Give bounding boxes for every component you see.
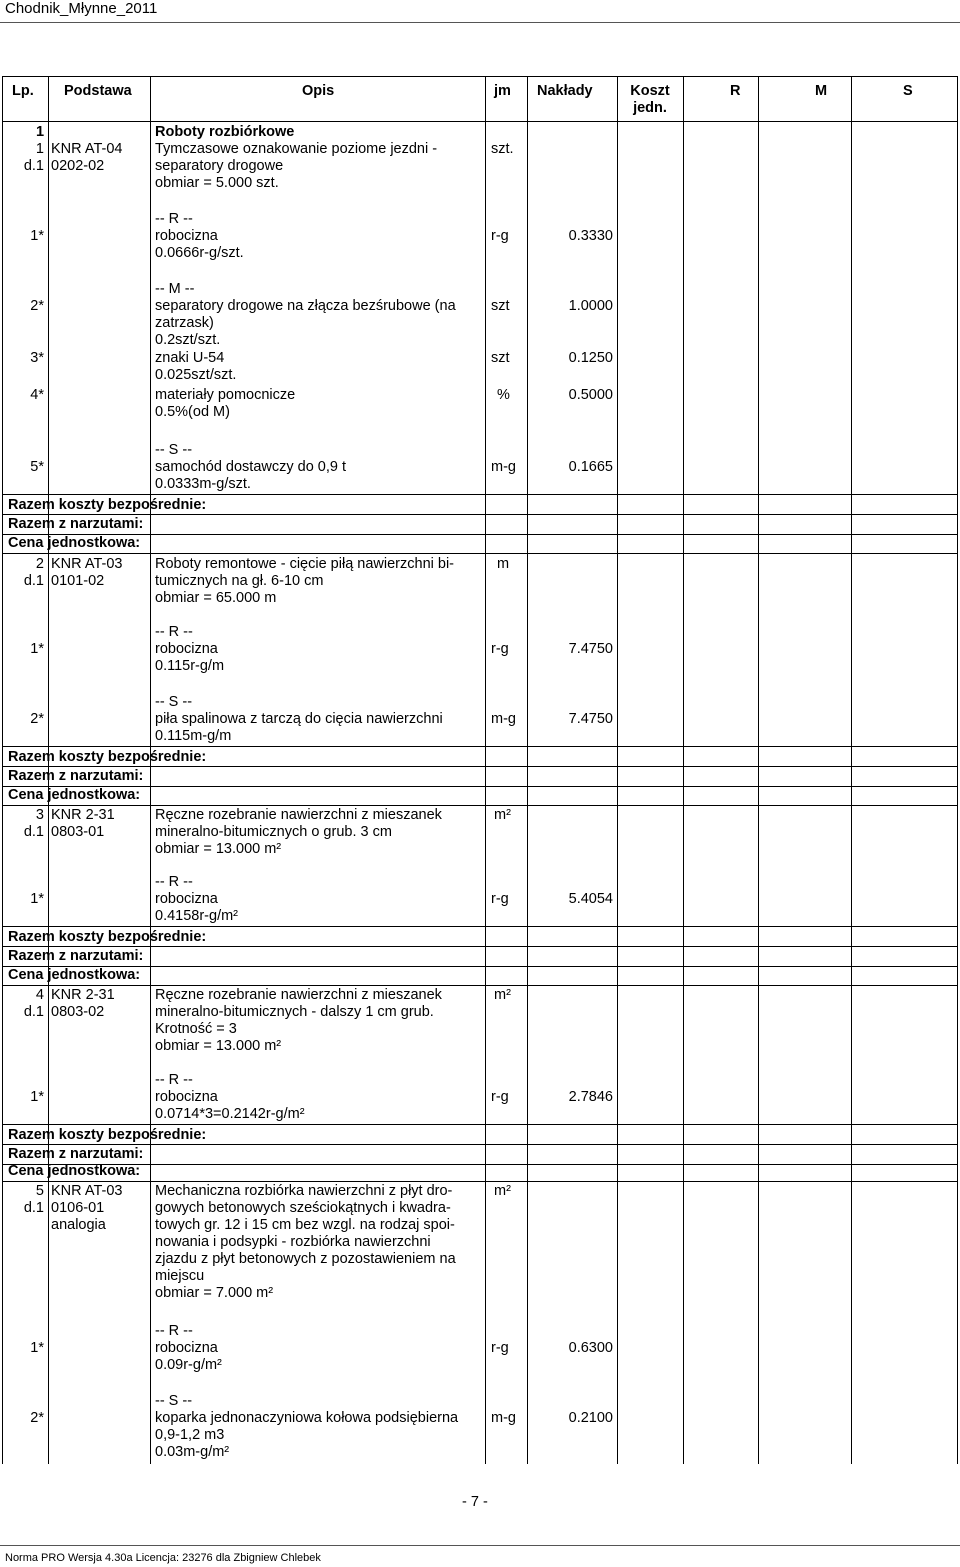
podstawa-code: 0803-01 bbox=[51, 824, 105, 840]
resource-value: 1.0000 bbox=[568, 298, 613, 314]
group-header-r: -- R -- bbox=[155, 624, 193, 640]
summary-with-surcharges: Razem z narzutami: bbox=[8, 1146, 144, 1162]
summary-direct-costs: Razem koszty bezpośrednie: bbox=[8, 497, 207, 513]
obmiar: obmiar = 13.000 m² bbox=[155, 841, 282, 857]
group-header-r: -- R -- bbox=[155, 874, 193, 890]
resource-unit: m-g bbox=[491, 1410, 516, 1426]
description-line: miejscu bbox=[155, 1268, 205, 1284]
podstawa-code: 0101-02 bbox=[51, 573, 105, 589]
description-line: mineralno-bitumicznych - dalszy 1 cm grub. bbox=[155, 1004, 434, 1020]
summary-divider bbox=[2, 514, 957, 515]
header-koszt: Koszt bbox=[630, 83, 670, 99]
description-line: towych gr. 12 i 15 cm bez wzgl. na rodzaj spoi- bbox=[155, 1217, 455, 1233]
table-border-top bbox=[2, 76, 957, 77]
resource-value: 5.4054 bbox=[568, 891, 613, 907]
summary-direct-costs: Razem koszty bezpośrednie: bbox=[8, 1127, 207, 1143]
summary-direct-costs: Razem koszty bezpośrednie: bbox=[8, 749, 207, 765]
summary-with-surcharges: Razem z narzutami: bbox=[8, 948, 144, 964]
resource-value: 0.5000 bbox=[568, 387, 613, 403]
resource-norm: 0.03m-g/m² bbox=[155, 1444, 230, 1460]
resource-value: 7.4750 bbox=[568, 641, 613, 657]
resource-norm: 0.0666r-g/szt. bbox=[155, 245, 244, 261]
resource-value: 0.6300 bbox=[568, 1340, 613, 1356]
summary-divider bbox=[2, 746, 957, 747]
summary-with-surcharges: Razem z narzutami: bbox=[8, 768, 144, 784]
description-line: Ręczne rozebranie nawierzchni z mieszanek bbox=[155, 807, 442, 823]
resource-name: koparka jednonaczyniowa kołowa podsiębierna bbox=[155, 1410, 459, 1426]
position-sub: d.1 bbox=[23, 1200, 44, 1216]
position-number: 3 bbox=[35, 807, 44, 823]
resource-name: samochód dostawczy do 0,9 t bbox=[155, 459, 347, 475]
summary-divider bbox=[2, 926, 957, 927]
resource-name: piła spalinowa z tarczą do cięcia nawierzchni bbox=[155, 711, 443, 727]
resource-unit: r-g bbox=[491, 1340, 509, 1356]
resource-name: znaki U-54 bbox=[155, 350, 225, 366]
resource-number: 3* bbox=[30, 350, 44, 366]
header-jm: jm bbox=[494, 83, 511, 99]
description-line: gowych betonowych sześciokątnych i kwadra- bbox=[155, 1200, 451, 1216]
resource-name: zatrzask) bbox=[155, 315, 214, 331]
summary-divider bbox=[2, 553, 957, 554]
resource-value: 0.3330 bbox=[568, 228, 613, 244]
summary-unit-price: Cena jednostkowa: bbox=[8, 967, 141, 983]
position-sub: d.1 bbox=[23, 1004, 44, 1020]
resource-unit: szt bbox=[491, 350, 510, 366]
obmiar: obmiar = 5.000 szt. bbox=[155, 175, 279, 191]
summary-divider bbox=[2, 1164, 957, 1165]
header-podstawa: Podstawa bbox=[64, 83, 132, 99]
header-lp: Lp. bbox=[12, 83, 34, 99]
footer-divider bbox=[0, 1545, 960, 1546]
resource-unit: r-g bbox=[491, 641, 509, 657]
col-divider-koszt bbox=[683, 76, 684, 1464]
resource-norm: 0.0333m-g/szt. bbox=[155, 476, 251, 492]
summary-divider bbox=[2, 1181, 957, 1182]
resource-number: 1* bbox=[30, 641, 44, 657]
summary-unit-price: Cena jednostkowa: bbox=[8, 787, 141, 803]
resource-number: 1* bbox=[30, 1340, 44, 1356]
header-koszt-jedn: jedn. bbox=[633, 100, 667, 116]
header-m: M bbox=[815, 83, 828, 99]
table-border-right bbox=[957, 76, 958, 1464]
summary-unit-price: Cena jednostkowa: bbox=[8, 1163, 141, 1179]
podstawa-code: 0202-02 bbox=[51, 158, 105, 174]
summary-divider bbox=[2, 1124, 957, 1125]
position-sub: d.1 bbox=[23, 824, 44, 840]
resource-name: materiały pomocnicze bbox=[155, 387, 296, 403]
description-line: Tymczasowe oznakowanie poziome jezdni - bbox=[155, 141, 438, 157]
header-naklady: Nakłady bbox=[537, 83, 593, 99]
resource-norm: 0.5%(od M) bbox=[155, 404, 230, 420]
summary-divider bbox=[2, 985, 957, 986]
resource-name: robocizna bbox=[155, 1340, 218, 1356]
description-line: Roboty remontowe - cięcie piłą nawierzchni bi- bbox=[155, 556, 454, 572]
group-header-s: -- S -- bbox=[155, 442, 193, 458]
resource-number: 2* bbox=[30, 1410, 44, 1426]
position-number: 1 bbox=[35, 141, 44, 157]
header-r: R bbox=[730, 83, 741, 99]
podstawa-code: KNR 2-31 bbox=[51, 987, 115, 1003]
col-divider-opis bbox=[485, 76, 486, 1464]
position-sub: d.1 bbox=[23, 158, 44, 174]
podstawa-code: KNR 2-31 bbox=[51, 807, 115, 823]
podstawa-code: KNR AT-03 bbox=[51, 556, 123, 572]
description-line: Mechaniczna rozbiórka nawierzchni z płyt dro- bbox=[155, 1183, 453, 1199]
podstawa-code: KNR AT-04 bbox=[51, 141, 123, 157]
resource-number: 1* bbox=[30, 1089, 44, 1105]
position-sub: d.1 bbox=[23, 573, 44, 589]
resource-unit: r-g bbox=[491, 891, 509, 907]
summary-divider bbox=[2, 494, 957, 495]
summary-divider bbox=[2, 966, 957, 967]
podstawa-code: 0106-01 bbox=[51, 1200, 105, 1216]
resource-norm: 0.4158r-g/m² bbox=[155, 908, 239, 924]
summary-divider bbox=[2, 1144, 957, 1145]
col-divider-m bbox=[851, 76, 852, 1464]
position-number: 2 bbox=[35, 556, 44, 572]
resource-norm: 0.025szt/szt. bbox=[155, 367, 237, 383]
group-header-r: -- R -- bbox=[155, 211, 193, 227]
section-number: 1 bbox=[36, 124, 45, 140]
resource-norm: 0.09r-g/m² bbox=[155, 1357, 222, 1373]
resource-norm: 0.0714*3=0.2142r-g/m² bbox=[155, 1106, 305, 1122]
podstawa-code: KNR AT-03 bbox=[51, 1183, 123, 1199]
resource-number: 4* bbox=[30, 387, 44, 403]
resource-unit: m-g bbox=[491, 711, 516, 727]
resource-unit: r-g bbox=[491, 1089, 509, 1105]
table-border-left bbox=[2, 76, 3, 1464]
group-header-r: -- R -- bbox=[155, 1072, 193, 1088]
description-line: nowania i podsypki - rozbiórka nawierzchni bbox=[155, 1234, 431, 1250]
resource-value: 2.7846 bbox=[568, 1089, 613, 1105]
col-divider-naklady bbox=[617, 76, 618, 1464]
resource-value: 0.1665 bbox=[568, 459, 613, 475]
summary-divider bbox=[2, 946, 957, 947]
title-divider bbox=[0, 22, 960, 23]
obmiar: obmiar = 7.000 m² bbox=[155, 1285, 274, 1301]
resource-name: robocizna bbox=[155, 1089, 218, 1105]
position-number: 5 bbox=[35, 1183, 44, 1199]
col-divider-jm bbox=[527, 76, 528, 1464]
col-divider-podstawa bbox=[150, 76, 151, 1464]
section-title: Roboty rozbiórkowe bbox=[155, 124, 295, 140]
footer-text: Norma PRO Wersja 4.30a Licencja: 23276 dla Zbigniew Chlebek bbox=[5, 1552, 321, 1564]
page-number: - 7 - bbox=[462, 1494, 488, 1510]
obmiar: obmiar = 65.000 m bbox=[155, 590, 277, 606]
resource-number: 1* bbox=[30, 891, 44, 907]
document-title: Chodnik_Młynne_2011 bbox=[5, 0, 158, 17]
summary-direct-costs: Razem koszty bezpośrednie: bbox=[8, 929, 207, 945]
summary-divider bbox=[2, 534, 957, 535]
description-line: tumicznych na gł. 6-10 cm bbox=[155, 573, 324, 589]
col-divider-r bbox=[758, 76, 759, 1464]
description-line: Ręczne rozebranie nawierzchni z mieszanek bbox=[155, 987, 442, 1003]
description-line: mineralno-bitumicznych o grub. 3 cm bbox=[155, 824, 392, 840]
summary-divider bbox=[2, 805, 957, 806]
header-opis: Opis bbox=[302, 83, 335, 99]
resource-unit: szt bbox=[491, 298, 510, 314]
resource-unit: r-g bbox=[491, 228, 509, 244]
summary-divider bbox=[2, 786, 957, 787]
resource-name: separatory drogowe na złącza bezśrubowe (na bbox=[155, 298, 456, 314]
description-line: zjazdu z płyt betonowych z pozostawieniem na bbox=[155, 1251, 456, 1267]
summary-with-surcharges: Razem z narzutami: bbox=[8, 516, 144, 532]
podstawa-code: analogia bbox=[51, 1217, 106, 1233]
resource-number: 5* bbox=[30, 459, 44, 475]
resource-number: 2* bbox=[30, 298, 44, 314]
resource-unit: % bbox=[497, 387, 510, 403]
position-number: 4 bbox=[35, 987, 44, 1003]
summary-divider bbox=[2, 766, 957, 767]
obmiar: obmiar = 13.000 m² bbox=[155, 1038, 282, 1054]
summary-unit-price: Cena jednostkowa: bbox=[8, 535, 141, 551]
group-header-s: -- S -- bbox=[155, 1393, 193, 1409]
resource-number: 2* bbox=[30, 711, 44, 727]
resource-norm: 0.115r-g/m bbox=[155, 658, 225, 674]
header-divider bbox=[2, 121, 957, 122]
group-header-r: -- R -- bbox=[155, 1323, 193, 1339]
resource-value: 7.4750 bbox=[568, 711, 613, 727]
unit: m² bbox=[494, 807, 511, 823]
resource-name: 0,9-1,2 m3 bbox=[155, 1427, 225, 1443]
header-s: S bbox=[903, 83, 913, 99]
description-line: separatory drogowe bbox=[155, 158, 284, 174]
resource-value: 0.2100 bbox=[568, 1410, 613, 1426]
unit: m bbox=[497, 556, 510, 572]
resource-name: robocizna bbox=[155, 891, 218, 907]
resource-norm: 0.2szt/szt. bbox=[155, 332, 221, 348]
group-header-s: -- S -- bbox=[155, 694, 193, 710]
resource-norm: 0.115m-g/m bbox=[155, 728, 232, 744]
resource-number: 1* bbox=[30, 228, 44, 244]
unit: m² bbox=[494, 1183, 511, 1199]
unit: m² bbox=[494, 987, 511, 1003]
resource-name: robocizna bbox=[155, 228, 218, 244]
description-line: Krotność = 3 bbox=[155, 1021, 237, 1037]
group-header-m: -- M -- bbox=[155, 281, 195, 297]
resource-value: 0.1250 bbox=[568, 350, 613, 366]
unit: szt. bbox=[491, 141, 514, 157]
resource-name: robocizna bbox=[155, 641, 218, 657]
resource-unit: m-g bbox=[491, 459, 516, 475]
podstawa-code: 0803-02 bbox=[51, 1004, 105, 1020]
